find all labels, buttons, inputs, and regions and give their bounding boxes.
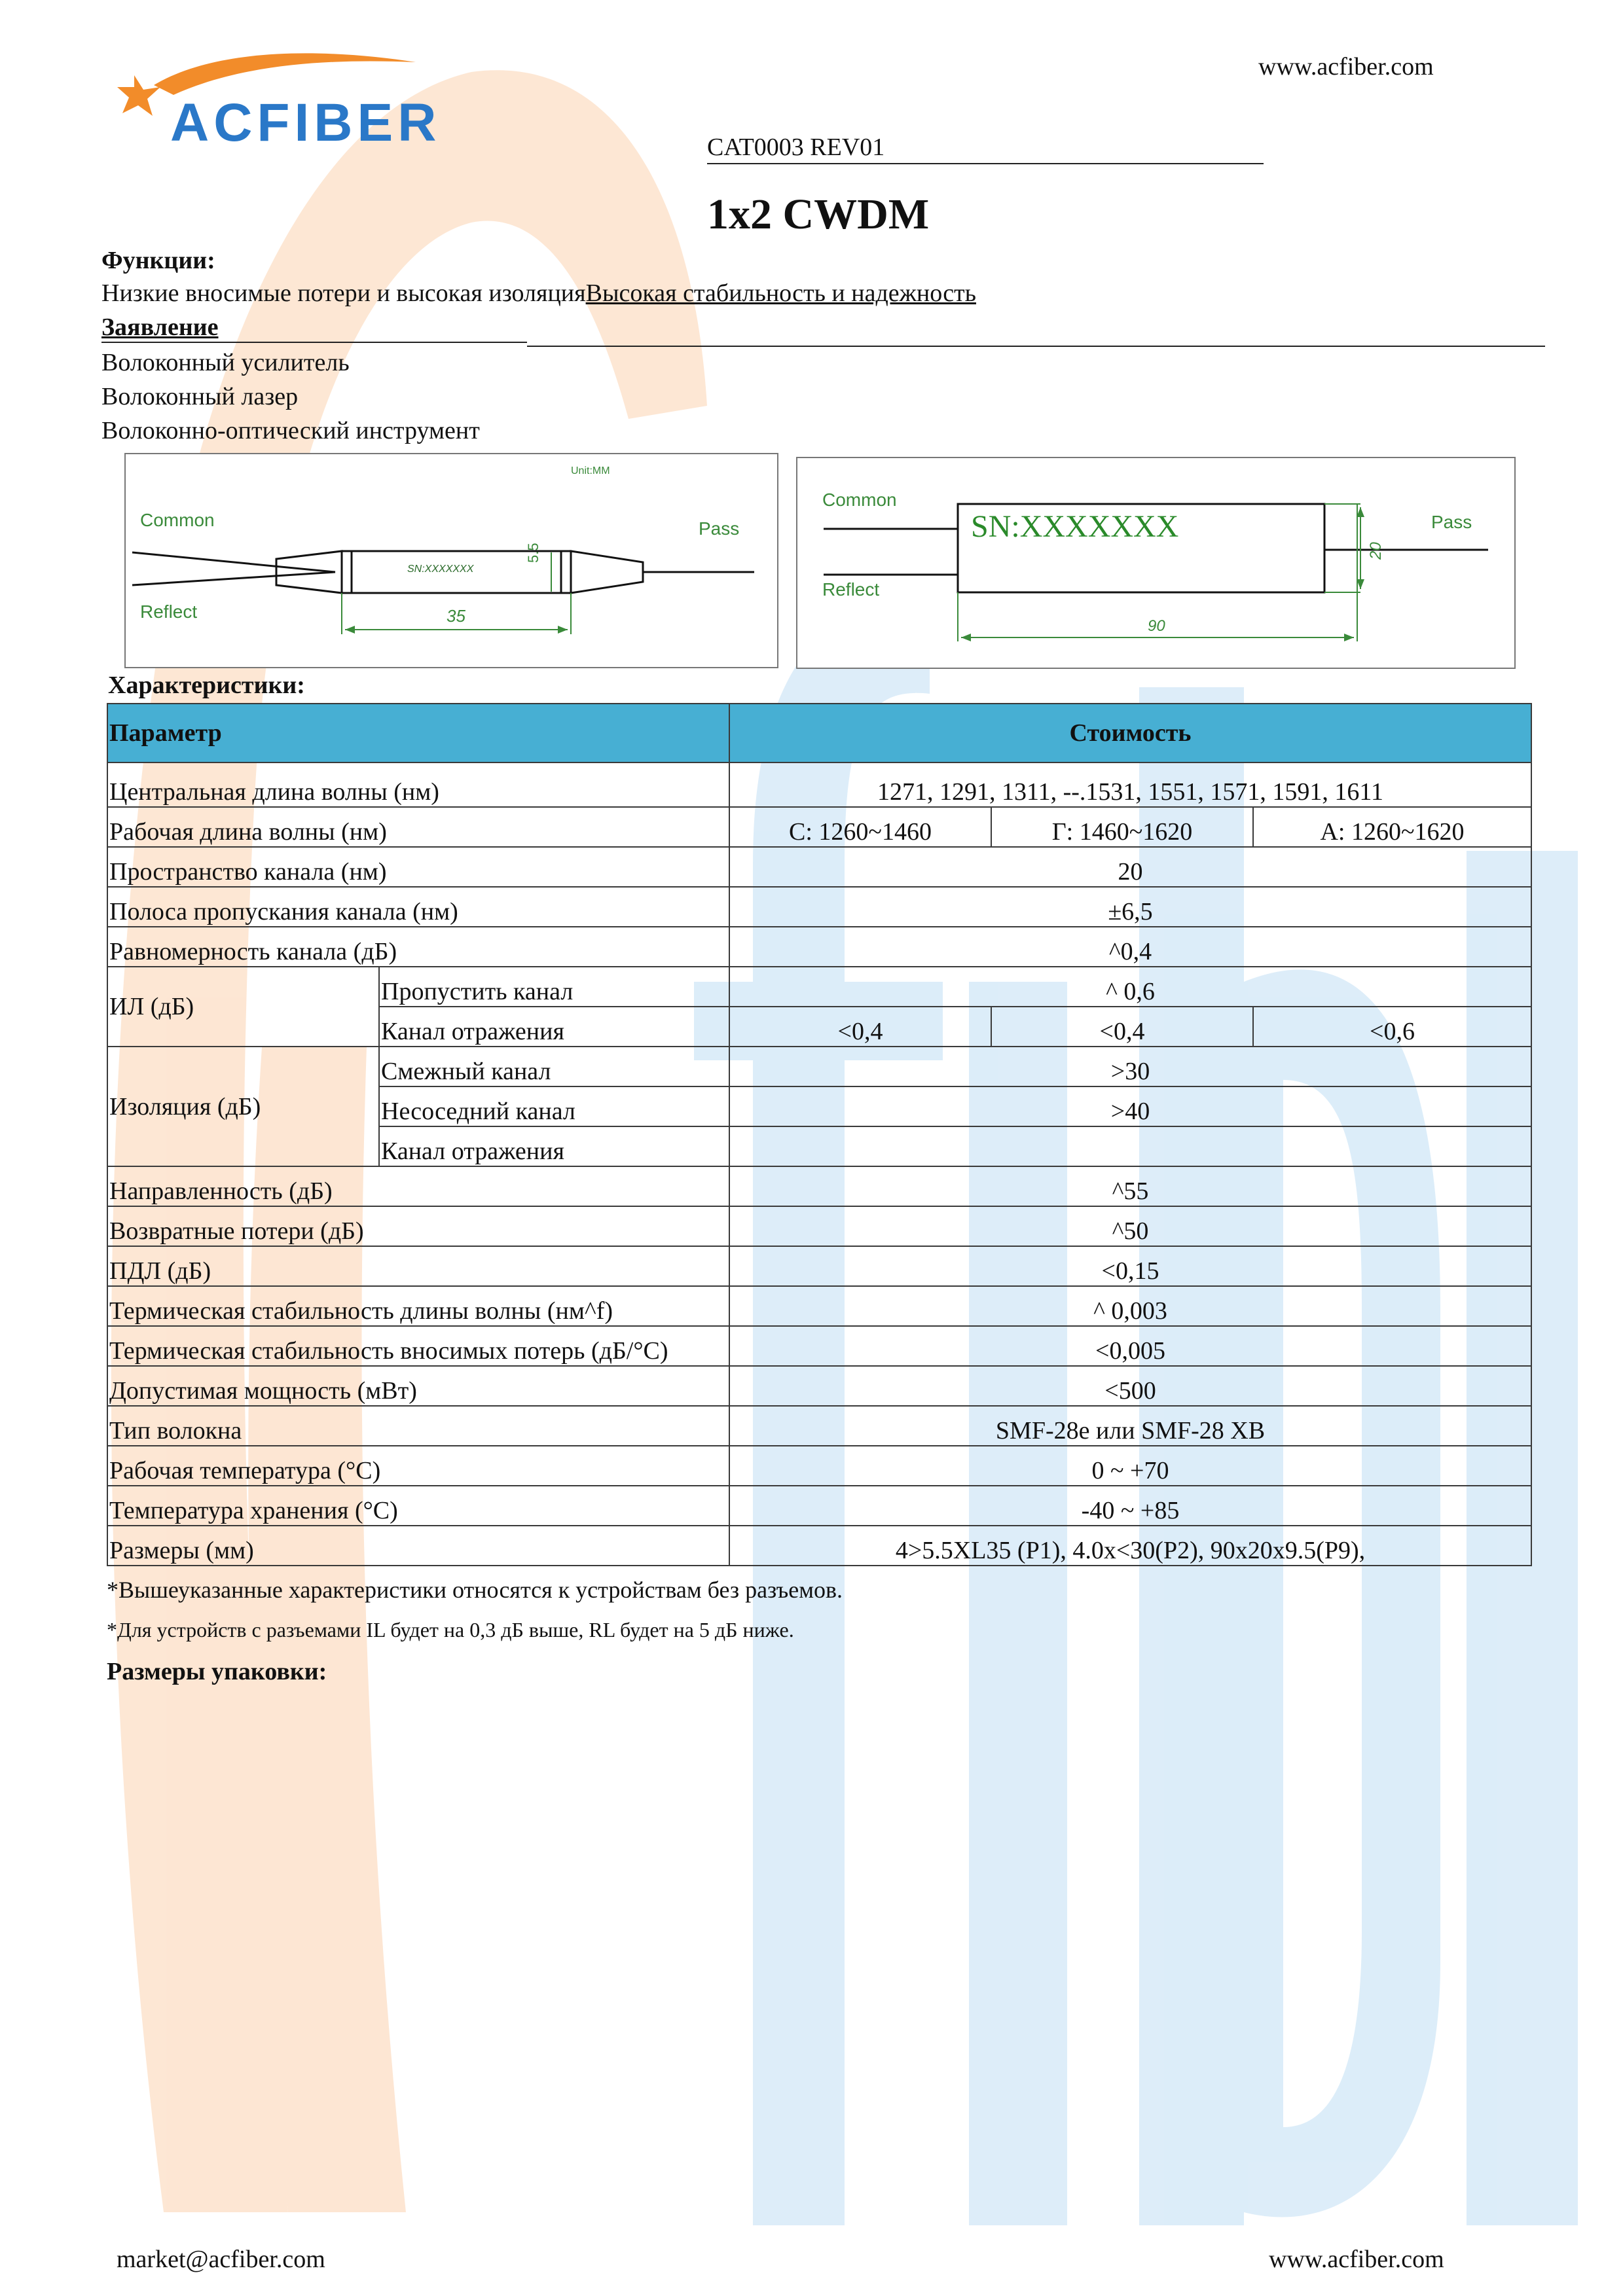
param-label: Термическая стабильность длины волны (нм^f) [107,1286,729,1326]
param-sublabel: Несоседний канал [379,1086,729,1126]
applications-heading-text: Заявление [101,314,219,341]
param-value: ^55 [729,1166,1531,1206]
param-label: Рабочая температура (°С) [107,1446,729,1486]
label-common: Common [822,490,897,510]
param-label: Изоляция (дБ) [107,1047,379,1166]
param-value [729,1126,1531,1166]
features-heading: Функции: [101,247,215,274]
param-value: ^0,4 [729,927,1531,967]
spec-table [107,703,1532,1566]
param-value: -40 ~ +85 [729,1486,1531,1526]
param-sublabel: Смежный канал [379,1047,729,1086]
param-label: Тип волокна [107,1406,729,1446]
features-line [101,279,976,308]
table-row [107,1406,1531,1446]
param-label: Термическая стабильность вносимых потерь (дБ/°С) [107,1326,729,1366]
param-label: Возвратные потери (дБ) [107,1206,729,1246]
param-value: <0,4 [729,1007,991,1047]
table-row [107,1526,1531,1566]
characteristics-heading: Характеристики: [108,672,305,699]
table-row [107,927,1531,967]
label-pass: Pass [699,518,740,539]
brand-name: ACFIBER [170,93,441,152]
table-row [107,1206,1531,1246]
feature-low-loss: Низкие вносимые потери и высокая изоляция [101,279,586,307]
param-label: Допустимая мощность (мВт) [107,1366,729,1406]
param-value: ^50 [729,1206,1531,1246]
table-row [107,807,1531,847]
table-row [107,1326,1531,1366]
table-row [107,1366,1531,1406]
svg-text:SN:XXXXXXX: SN:XXXXXXX [971,509,1179,544]
table-row [107,1047,1531,1086]
table-header-row [107,704,1531,762]
param-value: ^ 0,003 [729,1286,1531,1326]
application-item: Волоконно-оптический инструмент [101,417,480,444]
param-sublabel: Канал отражения [379,1007,729,1047]
param-label: ПДЛ (дБ) [107,1246,729,1286]
page-title: 1x2 CWDM [707,190,930,238]
label-reflect: Reflect [822,579,880,600]
param-label: Пространство канала (нм) [107,847,729,887]
svg-text:Unit:MM: Unit:MM [571,465,610,476]
table-row [107,967,1531,1007]
table-row [107,1246,1531,1286]
param-value: 0 ~ +70 [729,1446,1531,1486]
param-value: С: 1260~1460 [729,807,991,847]
dim-height: 20 [1367,542,1385,560]
table-row [107,847,1531,887]
param-label: Центральная длина волны (нм) [107,762,729,807]
footer-email[interactable]: market@acfiber.com [117,2246,325,2273]
col-value-header: Стоимость [729,704,1531,762]
table-row [107,887,1531,927]
param-value: ±6,5 [729,887,1531,927]
param-value: 4>5.5XL35 (P1), 4.0x<30(P2), 90x20x9.5(P9), [729,1526,1531,1566]
param-label: Равномерность канала (дБ) [107,927,729,967]
param-label: Полоса пропускания канала (нм) [107,887,729,927]
table-row [107,1446,1531,1486]
note-connectors: *Для устройств с разъемами IL будет на 0,3 дБ выше, RL будет на 5 дБ ниже. [107,1618,794,1641]
param-value: <500 [729,1366,1531,1406]
param-value: Г: 1460~1620 [991,807,1253,847]
param-label: ИЛ (дБ) [107,967,379,1047]
website-top[interactable]: www.acfiber.com [1258,53,1434,81]
svg-text:SN:XXXXXXX: SN:XXXXXXX [407,564,474,575]
param-value: 1271, 1291, 1311, --.1531, 1551, 1571, 1591, 1611 [729,762,1531,807]
applications-rule [527,346,1545,347]
param-value: <0,005 [729,1326,1531,1366]
feature-stability: Высокая стабильность и надежность [585,279,976,307]
param-label: Температура хранения (°С) [107,1486,729,1526]
dim-length: 35 [447,606,465,626]
application-item: Волоконный лазер [101,383,299,410]
tube-package-diagram [124,453,778,668]
doc-code: CAT0003 REV01 [707,133,1264,164]
param-value: ^ 0,6 [729,967,1531,1007]
param-label: Размеры (мм) [107,1526,729,1566]
label-pass: Pass [1431,512,1472,532]
param-value: >40 [729,1086,1531,1126]
footer-website[interactable]: www.acfiber.com [1269,2246,1444,2273]
table-row [107,1486,1531,1526]
table-row [107,1166,1531,1206]
note-connectorless: *Вышеуказанные характеристики относятся к устройствам без разъемов. [107,1577,843,1603]
param-label: Направленность (дБ) [107,1166,729,1206]
table-row [107,1286,1531,1326]
dim-length: 90 [1148,617,1165,635]
col-param-header: Параметр [107,704,729,762]
param-value: <0,4 [991,1007,1253,1047]
label-reflect: Reflect [140,601,198,622]
param-value: <0,15 [729,1246,1531,1286]
param-value: SMF-28e или SMF-28 XB [729,1406,1531,1446]
application-item: Волоконный усилитель [101,349,350,376]
label-common: Common [140,510,215,530]
table-row [107,762,1531,807]
param-sublabel: Пропустить канал [379,967,729,1007]
dim-diameter: 5.5 [525,543,541,563]
param-sublabel: Канал отражения [379,1126,729,1166]
param-label: Рабочая длина волны (нм) [107,807,729,847]
acfiber-logo [115,49,481,154]
param-value: 20 [729,847,1531,887]
param-value: А: 1260~1620 [1253,807,1531,847]
applications-heading [101,313,527,343]
packaging-heading: Размеры упаковки: [107,1658,327,1685]
param-value: >30 [729,1047,1531,1086]
box-package-diagram [796,457,1516,669]
param-value: <0,6 [1253,1007,1531,1047]
